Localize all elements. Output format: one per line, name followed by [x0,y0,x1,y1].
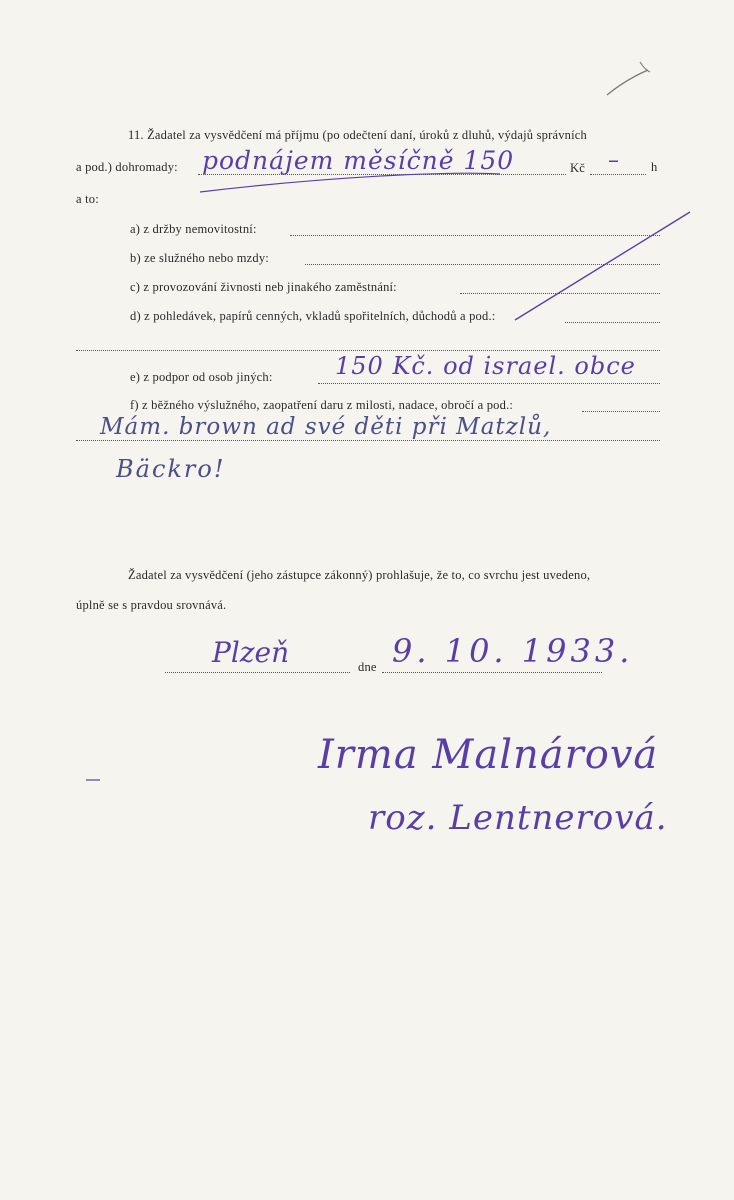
h-dotted-line [590,174,646,175]
item-d-line [565,322,660,323]
item-b: b) ze služného nebo mzdy: [130,251,269,265]
a-to-label: a to: [76,192,99,206]
section11-line1: 11. Žadatel za vysvědčení má příjmu (po odečtení daní, úroků z dluhů, výdajů správních [128,128,587,142]
item-f-line-2 [76,440,660,441]
item-f-handwritten-2: Bäckro! [116,455,226,483]
item-e: e) z podpor od osob jiných: [130,370,273,384]
item-e-handwritten: 150 Kč. od israel. obce [335,352,636,380]
amount-handwritten: podnájem měsíčně 150 [202,146,515,175]
section11-line2-prefix: a pod.) dohromady: [76,160,178,174]
item-f-handwritten-1: Mám. brown ad své děti při Matzlů, [100,414,552,440]
item-c-line [460,293,660,294]
item-c: c) z provozování živnosti neb jinakého zaměstnání: [130,280,397,294]
signature-line2: roz. Lentnerová. [368,798,668,838]
h-label: h [651,160,658,174]
dne-label: dne [358,660,377,674]
signature-line1: Irma Malnárová [318,732,659,778]
place-handwritten: Plzeň [212,636,290,669]
declaration-line1: Žadatel za vysvědčení (jeho zástupce zákonný) prohlašuje, že to, co svrchu jest uvedeno, [128,568,591,582]
item-f: f) z běžného výslužného, zaopatření daru z milosti, nadace, obročí a pod.: [130,398,514,412]
item-f-line [582,411,660,412]
date-handwritten: 9. 10. 1933. [392,632,634,670]
item-d: d) z pohledávek, papírů cenných, vkladů spořitelních, důchodů a pod.: [130,309,496,323]
declaration-line2: úplně se s pravdou srovnává. [76,598,227,612]
place-line [165,672,350,673]
h-handwritten: – [608,148,619,173]
item-d-line-2 [76,350,660,351]
item-e-line [318,383,660,384]
item-a: a) z držby nemovitostní: [130,222,257,236]
date-line [382,672,602,673]
item-a-line [290,235,660,236]
item-b-line [305,264,660,265]
currency-label: Kč [570,161,585,175]
